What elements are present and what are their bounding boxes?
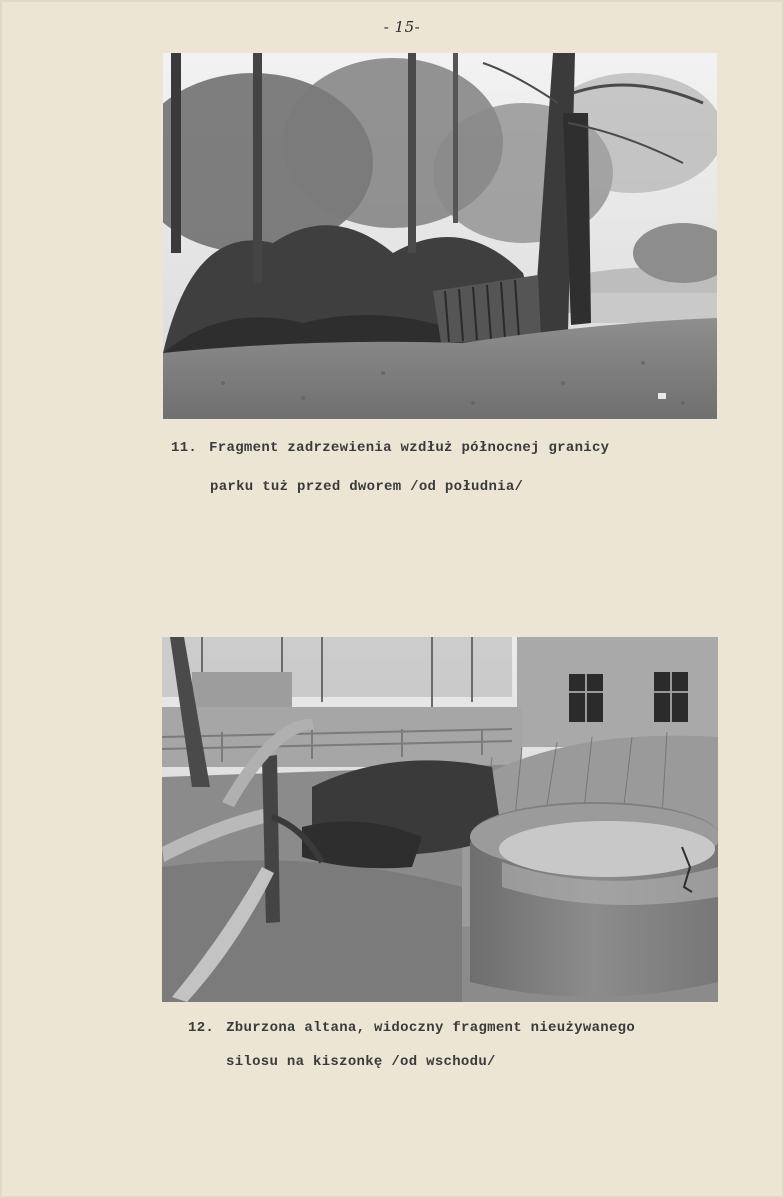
caption-12-number: 12.	[188, 1020, 215, 1036]
photo-tree-line	[163, 53, 717, 419]
caption-11-text-1: Fragment zadrzewienia wzdłuż północnej granicy	[209, 440, 610, 456]
photo-ruined-arbour	[162, 637, 718, 1002]
caption-12-line-2: silosu na kiszonkę /od wschodu/	[226, 1054, 496, 1070]
photo-ruined-arbour-image	[162, 637, 718, 1002]
page-number: - 15-	[383, 18, 421, 36]
caption-11-line-2: parku tuż przed dworem /od południa/	[210, 479, 524, 495]
photo-tree-line-image	[163, 53, 717, 419]
caption-12-text-1: Zburzona altana, widoczny fragment nieużywanego	[226, 1020, 636, 1036]
caption-11-line-1	[171, 438, 609, 458]
caption-12-line-1	[188, 1018, 635, 1038]
caption-11-number: 11.	[171, 440, 198, 456]
